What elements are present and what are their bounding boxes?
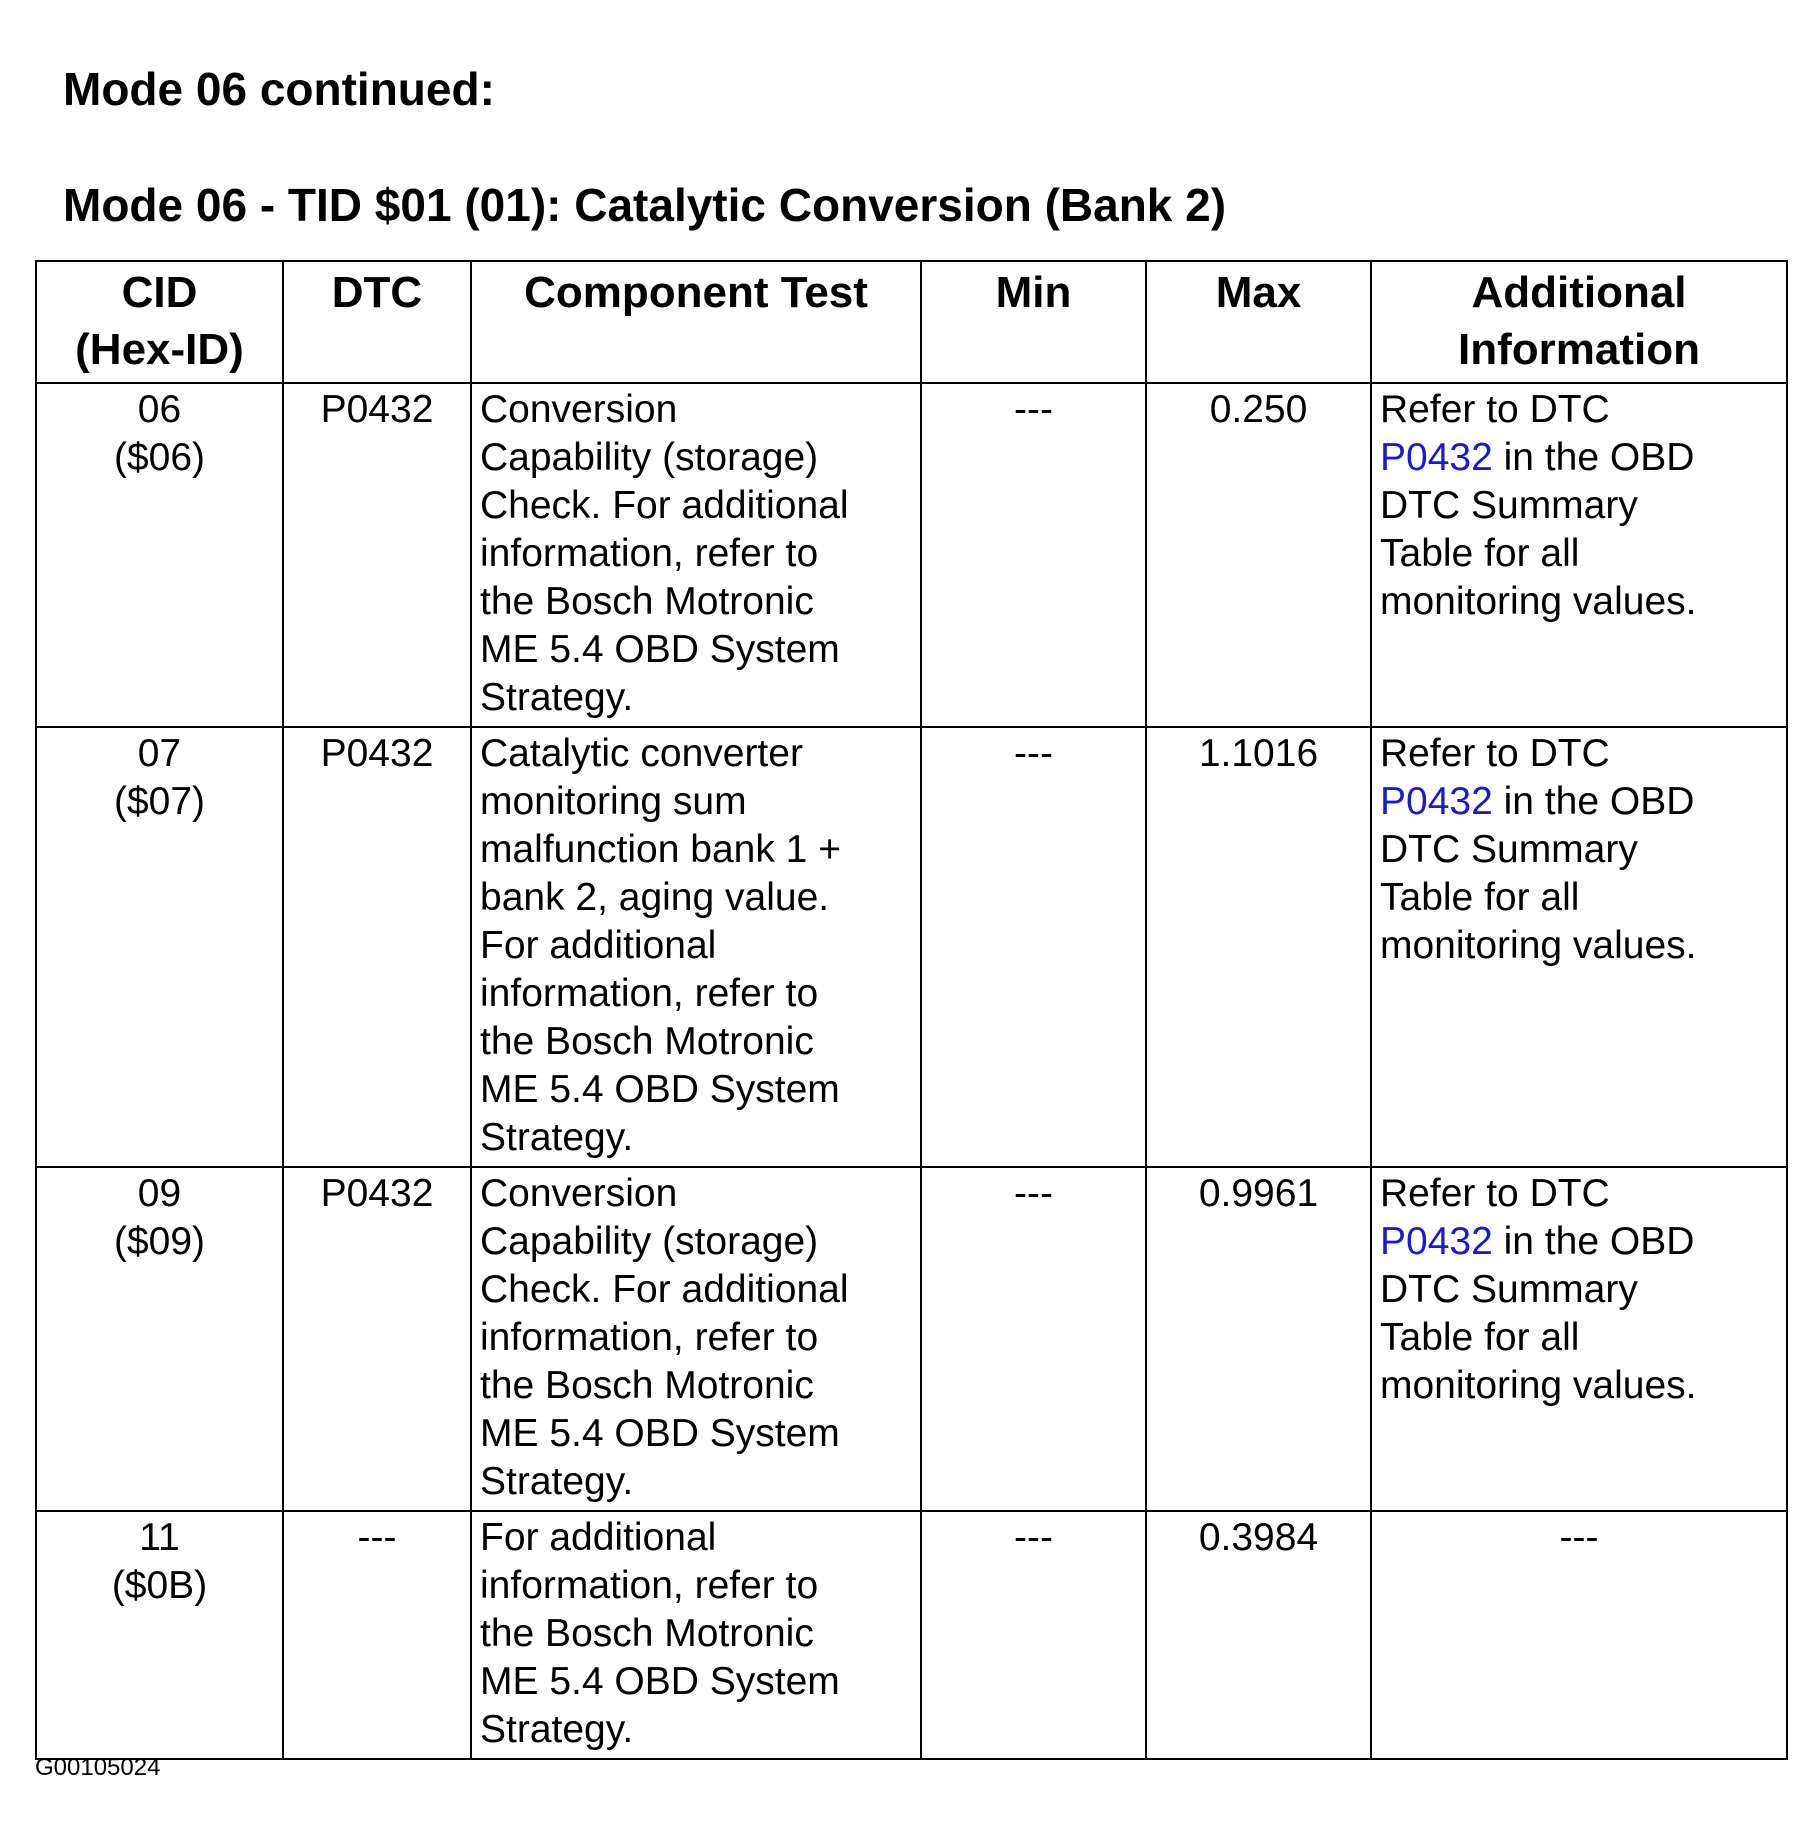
min-cell: ---: [921, 1167, 1146, 1511]
cid-cell: 07 ($07): [36, 727, 283, 1167]
component-test-cell: Conversion Capability (storage) Check. For additional information, refer to the Bosch Motronic ME 5.4 OBD System Strategy.: [471, 383, 921, 727]
additional-info-cell: [1371, 383, 1787, 727]
component-test-cell: For additional information, refer to the Bosch Motronic ME 5.4 OBD System Strategy.: [471, 1511, 921, 1759]
cid-cell: 09 ($09): [36, 1167, 283, 1511]
min-cell: ---: [921, 1511, 1146, 1759]
dtc-link[interactable]: P0432: [1380, 780, 1493, 823]
additional-info-cell: [1371, 727, 1787, 1167]
additional-info-cell: [1371, 1167, 1787, 1511]
mode06-table: [35, 260, 1788, 1760]
info-text-before: Refer to DTC: [1380, 1172, 1610, 1215]
table-header-row: [36, 261, 1787, 383]
page-title: Mode 06 - TID $01 (01): Catalytic Conversion (Bank 2): [63, 179, 1227, 231]
table-row: [36, 1167, 1787, 1511]
max-cell: 0.9961: [1146, 1167, 1371, 1511]
dtc-link[interactable]: P0432: [1380, 1220, 1493, 1263]
header-max: Max: [1146, 261, 1371, 383]
header-cid: CID (Hex-ID): [36, 261, 283, 383]
info-text-before: Refer to DTC: [1380, 732, 1610, 775]
dtc-cell: ---: [283, 1511, 471, 1759]
figure-id: G00105024: [35, 1754, 161, 1781]
cid-cell: 06 ($06): [36, 383, 283, 727]
cid-cell: 11 ($0B): [36, 1511, 283, 1759]
table-row: [36, 1511, 1787, 1759]
header-min: Min: [921, 261, 1146, 383]
additional-info-cell: ---: [1371, 1511, 1787, 1759]
section-continued-heading: Mode 06 continued:: [63, 63, 495, 115]
dtc-cell: P0432: [283, 1167, 471, 1511]
max-cell: 0.3984: [1146, 1511, 1371, 1759]
component-test-cell: Conversion Capability (storage) Check. For additional information, refer to the Bosch Motronic ME 5.4 OBD System Strategy.: [471, 1167, 921, 1511]
dtc-cell: P0432: [283, 383, 471, 727]
info-text-before: Refer to DTC: [1380, 388, 1610, 431]
dtc-cell: P0432: [283, 727, 471, 1167]
header-component-test: Component Test: [471, 261, 921, 383]
min-cell: ---: [921, 383, 1146, 727]
component-test-cell: Catalytic converter monitoring sum malfunction bank 1 + bank 2, aging value. For additional information, refer to the Bosch Motronic ME 5.4 OBD System Strategy.: [471, 727, 921, 1167]
table-row: [36, 727, 1787, 1167]
max-cell: 1.1016: [1146, 727, 1371, 1167]
max-cell: 0.250: [1146, 383, 1371, 727]
info-text-after: in the OBD DTC Summary Table for all monitoring values.: [1380, 436, 1697, 623]
min-cell: ---: [921, 727, 1146, 1167]
info-text-after: in the OBD DTC Summary Table for all monitoring values.: [1380, 1220, 1697, 1407]
info-text-after: in the OBD DTC Summary Table for all monitoring values.: [1380, 780, 1697, 967]
header-dtc: DTC: [283, 261, 471, 383]
header-additional-information: Additional Information: [1371, 261, 1787, 383]
dtc-link[interactable]: P0432: [1380, 436, 1493, 479]
table-row: [36, 383, 1787, 727]
